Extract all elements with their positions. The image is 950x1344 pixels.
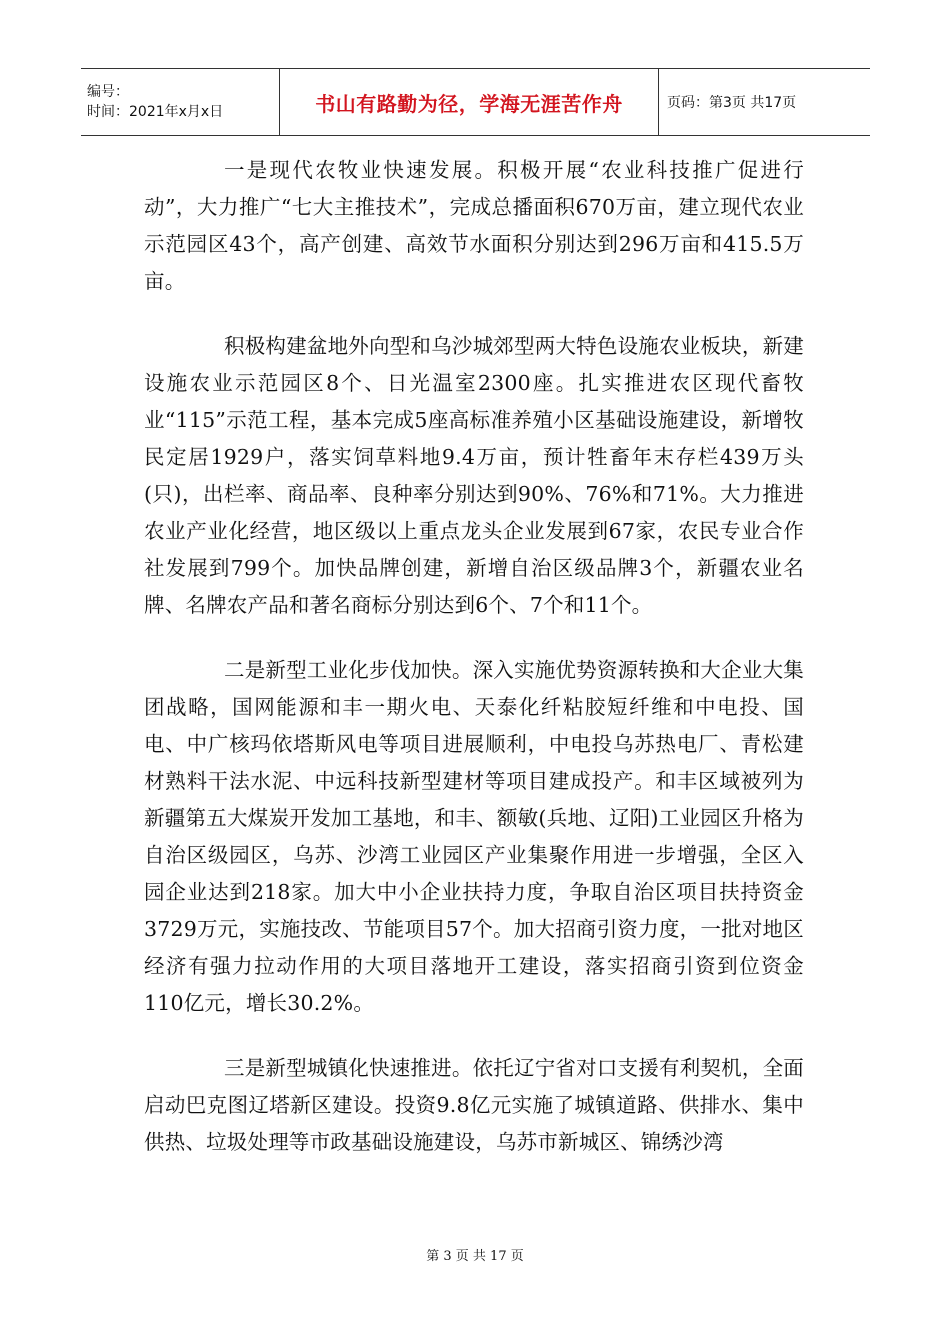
time-label: 时间：2021年x月x日 [87, 104, 224, 120]
page-info: 页码：第3页 共17页 [667, 95, 797, 111]
header-meta-cell [81, 69, 280, 135]
header-motto-cell [280, 69, 659, 135]
number-label: 编号： [87, 84, 129, 100]
paragraph: 积极构建盆地外向型和乌沙城郊型两大特色设施农业板块，新建设施农业示范园区8个、日光温室2300座。扎实推进农区现代畜牧业“115”示范工程，基本完成5座高标准养殖小区基础设施建设，新增牧民定居1929户，落实饲草料地9.4万亩，预计牲畜年末存栏439万头(只)，出栏率、商品率、良种率分别达到90%、76%和71%。大力推进农业产业化经营，地区级以上重点龙头企业发展到67家，农民专业合作社发展到799个。加快品牌创建，新增自治区级品牌3个，新疆农业名牌、名牌农产品和著名商标分别达到6个、7个和11个。 [144, 334, 804, 617]
motto-text: 书山有路勤为径，学海无涯苦作舟 [315, 91, 623, 116]
header-page-cell [659, 69, 870, 135]
paragraph: 二是新型工业化步伐加快。深入实施优势资源转换和大企业大集团战略，国网能源和丰一期火电、天泰化纤粘胶短纤维和中电投、国电、中广核玛依塔斯风电等项目进展顺利，中电投乌苏热电厂、青松建材熟料干法水泥、中远科技新型建材等项目建成投产。和丰区域被列为新疆第五大煤炭开发加工基地，和丰、额敏(兵地、辽阳)工业园区升格为自治区级园区，乌苏、沙湾工业园区产业集聚作用进一步增强，全区入园企业达到218家。加大中小企业扶持力度，争取自治区项目扶持资金3729万元，实施技改、节能项目57个。加大招商引资力度，一批对地区经济有强力拉动作用的大项目落地开工建设，落实招商引资到位资金110亿元，增长30.2%。 [144, 658, 804, 1015]
document-header [81, 68, 870, 136]
document-body [144, 152, 804, 1189]
page-footer: 第 3 页 共 17 页 [426, 1249, 524, 1264]
paragraph: 一是现代农牧业快速发展。积极开展“农业科技推广促进行动”，大力推广“七大主推技术”，完成总播面积670万亩，建立现代农业示范园区43个，高产创建、高效节水面积分别达到296万亩和415.5万亩。 [144, 158, 804, 293]
paragraph: 三是新型城镇化快速推进。依托辽宁省对口支援有利契机，全面启动巴克图辽塔新区建设。投资9.8亿元实施了城镇道路、供排水、集中供热、垃圾处理等市政基础设施建设，乌苏市新城区、锦绣沙湾 [144, 1056, 804, 1154]
